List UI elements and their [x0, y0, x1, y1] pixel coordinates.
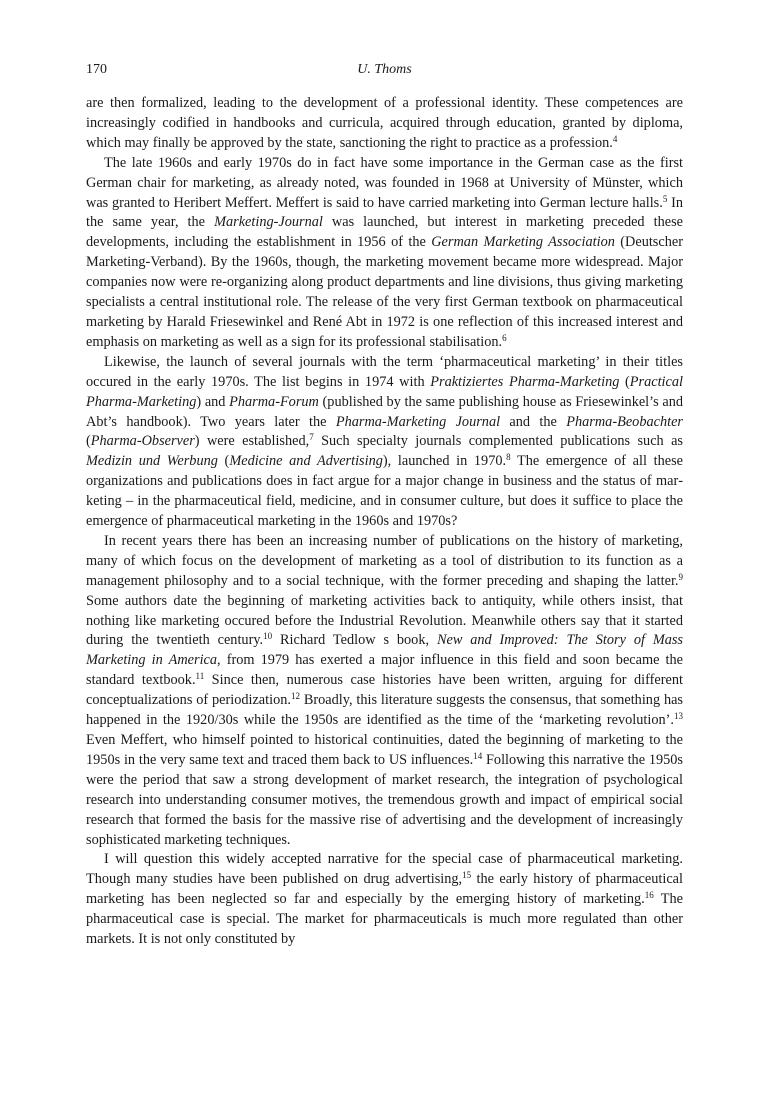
- text-run: ) were established,: [194, 433, 310, 450]
- footnote-ref: 4: [612, 133, 618, 144]
- text-run: , from 1979 has exerted a major influence in this field and soon became the standard textbook.: [86, 652, 683, 689]
- text-run: Since then, numerous case histories have been written, arguing for different conceptualizations of periodization.: [86, 672, 683, 709]
- paragraph: [86, 850, 683, 950]
- italic-title: Pharma-Observer: [90, 433, 195, 450]
- text-run: (published by the same publishing house as Friesewinkel’s and Abt’s handbook). Two years later the: [86, 393, 683, 430]
- footnote-ref: 14: [473, 750, 483, 761]
- text-run: the early history of pharmaceutical marketing has been neglected so far and especially by the emerging history of marketing.: [86, 871, 683, 908]
- text-run: Some authors date the beginning of marketing activities back to antiquity, while others insist, that nothing like marketing occured before the Industrial Revolution. Meanwhile others say that it started during the twentieth century.: [86, 592, 683, 649]
- italic-title: Practical Pharma-Marketing: [86, 373, 683, 410]
- footnote-ref: 8: [506, 452, 511, 463]
- paragraph: [86, 94, 683, 154]
- text-run: Broadly, this literature suggests the consensus, that something has happened in the 1920/30s while the 1950s are identified as the time of the ‘marketing revolution’.: [86, 692, 683, 729]
- text-run: Following this narrative the 1950s were the period that saw a strong development of market research, the integration of psychological research into understanding consumer motives, the tremendous growth and impact of empirical social research that formed the basis for the massive rise of advertising and the development of increasingly sophisticated marketing techniques.: [86, 751, 683, 848]
- italic-title: Pharma-Beobachter: [566, 413, 683, 430]
- text-run: Likewise, the launch of several journals with the term ‘pharmaceutical marketing’ in their titles occured in the early 1970s. The list begins in 1974 with: [86, 353, 683, 390]
- text-run: The late 1960s and early 1970s do in fact have some importance in the German case as the first German chair for marketing, as already noted, was founded in 1968 at University of Münster, which was granted to Heribert Meffert. Meffert is said to have carried marketing into German lecture halls.: [86, 154, 683, 211]
- text-run: I will question this widely accepted narrative for the special case of pharmaceutical marketing. Though many studies have been published on drug advertising,: [86, 851, 683, 888]
- italic-title: Medizin und Werbung: [86, 453, 218, 470]
- footnote-ref: 15: [462, 870, 472, 881]
- italic-title: New and Improved: The Story of Mass Marketing in America: [86, 632, 683, 669]
- italic-title: German Marketing Association: [431, 234, 615, 251]
- paragraph: [86, 154, 683, 353]
- text-run: (: [86, 433, 91, 450]
- text-run: was launched, but interest in marketing preceded these developments, including the establishment in 1956 of the: [86, 214, 683, 251]
- footnote-ref: 11: [195, 671, 205, 682]
- footnote-ref: 12: [290, 691, 300, 702]
- text-run: The emergence of all these organizations and publications does in fact argue for a major change in business and the status of marketing – in the pharmaceutical field, medicine, and in consumer culture, but does it suffice to place the emergence of pharmaceutical marketing in the 1960s and 1970s?: [86, 453, 683, 530]
- text-run: (Deutscher Marketing-Verband). By the 1960s, though, the marketing movement became more widespread. Major companies now were re-organizing along product departments and line divisions, thus giving marketing specialists a central institutional role. The release of the very first German textbook on pharmaceutical marketing by Harald Friesewinkel and René Abt in 1972 is one reflection of this increased interest and emphasis on marketing as well as a sign for its professional stabilisation.: [86, 234, 683, 350]
- text-run: ) and: [196, 393, 230, 410]
- text-run: ), launched in 1970.: [382, 453, 507, 470]
- paragraph: [86, 353, 683, 532]
- footnote-ref: 7: [309, 432, 314, 443]
- body-text: [86, 94, 683, 950]
- text-run: and the: [500, 413, 567, 430]
- text-run: The pharmaceutical case is special. The market for pharmaceuticals is much more regulated than other markets. It is not only constituted by: [86, 891, 683, 948]
- text-run: (: [217, 453, 230, 470]
- text-run: (: [619, 373, 630, 390]
- italic-title: Pharma-Marketing Journal: [335, 413, 501, 430]
- italic-title: Medicine and Advertising: [229, 453, 383, 470]
- text-run: Richard Tedlow s book,: [272, 632, 437, 649]
- footnote-ref: 9: [678, 571, 683, 582]
- footnote-ref: 5: [662, 193, 668, 204]
- running-head: U. Thoms: [357, 62, 412, 77]
- italic-title: Marketing-Journal: [214, 214, 323, 231]
- italic-title: Praktiziertes Pharma-Marketing: [430, 373, 620, 390]
- text-run: In the same year, the: [86, 194, 684, 231]
- page-number: 170: [86, 62, 107, 77]
- footnote-ref: 16: [644, 890, 654, 901]
- text-run: Such specialty journals complemented publications such as: [313, 433, 683, 450]
- text-run: In recent years there has been an increasing number of publications on the history of marketing, many of which focus on the development of marketing as a tool of distribution to its function as a management philosophy and to a social technique, with the former preceding and shaping the latter.: [86, 532, 683, 589]
- text-run: Even Meffert, who himself pointed to historical continuities, dated the beginning of marketing to the 1950s in the very same text and traced them back to US influences.: [86, 732, 683, 768]
- footnote-ref: 10: [263, 631, 273, 642]
- paragraph: [86, 532, 683, 851]
- footnote-ref: 13: [674, 711, 683, 722]
- footnote-ref: 6: [502, 332, 507, 343]
- italic-title: Pharma-Forum: [229, 393, 319, 410]
- running-header: [86, 62, 683, 82]
- text-run: are then formalized, leading to the development of a professional identity. These competences are increasingly codified in handbooks and curricula, acquired through education, granted by diploma, which may finally be approved by the state, sanctioning the right to practice as a profession.: [86, 95, 683, 151]
